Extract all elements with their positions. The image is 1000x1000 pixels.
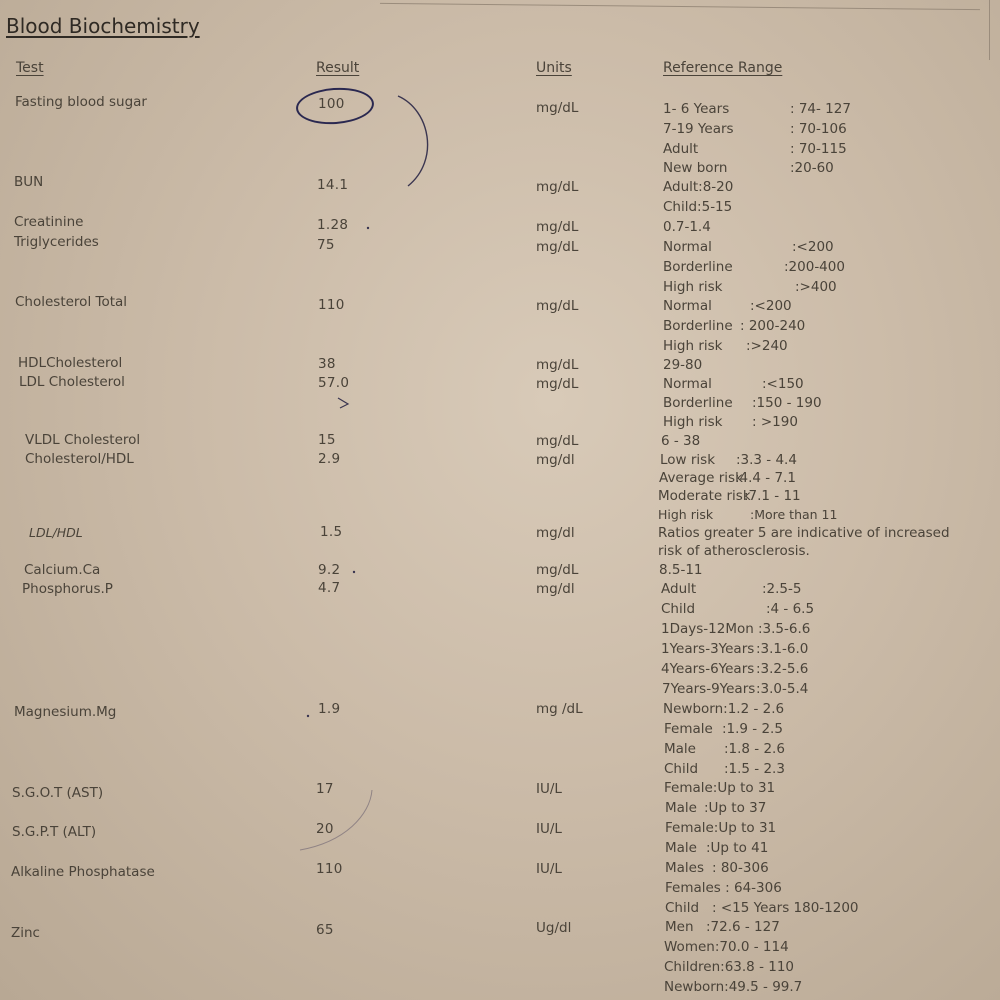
pen-dot — [353, 571, 355, 573]
test-result: 17 — [316, 781, 334, 797]
test-name: LDL Cholesterol — [19, 374, 125, 390]
test-name: Creatinine — [14, 214, 84, 230]
reference-label: Average risk — [659, 470, 743, 486]
reference-label: risk of atherosclerosis. — [658, 543, 810, 559]
reference-value: :Up to 41 — [706, 840, 769, 856]
test-name: Calcium.Ca — [24, 562, 101, 578]
reference-value: : 70-115 — [790, 141, 847, 157]
test-name: S.G.P.T (ALT) — [12, 824, 97, 840]
test-result: 9.2 — [318, 562, 341, 578]
test-units: mg/dl — [536, 581, 575, 597]
reference-label: Borderline — [663, 259, 733, 275]
reference-value: :3.2-5.6 — [756, 661, 809, 677]
test-result: 1.28 — [317, 217, 349, 233]
reference-label: High risk — [663, 414, 723, 430]
reference-label: 1Years-3Years — [661, 641, 755, 657]
reference-value: :<200 — [750, 298, 792, 314]
reference-label: 7Years-9Years — [662, 681, 756, 697]
pen-stroke-faint-arc — [300, 790, 372, 850]
reference-value: :3.5-6.6 — [758, 621, 811, 637]
reference-label: Child — [665, 900, 700, 916]
reference-label: High risk — [663, 279, 723, 295]
reference-label: Child:5-15 — [663, 199, 733, 215]
test-units: mg/dL — [536, 239, 579, 255]
test-name: Alkaline Phosphatase — [11, 864, 155, 880]
reference-label: Child — [661, 601, 696, 617]
reference-value: :Up to 37 — [704, 800, 767, 816]
reference-value: :3.3 - 4.4 — [736, 452, 797, 468]
reference-label: 4Years-6Years — [661, 661, 755, 677]
reference-label: Normal — [663, 239, 712, 255]
test-units: mg/dL — [536, 298, 579, 314]
reference-label: Adult — [661, 581, 697, 597]
pen-dot — [307, 715, 309, 717]
test-units: mg/dL — [536, 219, 579, 235]
reference-label: High risk — [663, 338, 723, 354]
reference-label: Newborn:1.2 - 2.6 — [663, 701, 785, 717]
reference-label: 7-19 Years — [663, 121, 734, 137]
reference-label: Female — [664, 721, 713, 737]
reference-value: : 80-306 — [712, 860, 769, 876]
pen-dot — [367, 227, 369, 229]
reference-label: 1Days-12Mon — [661, 621, 754, 637]
column-header-test: Test — [16, 60, 44, 76]
test-name: Cholesterol/HDL — [25, 451, 134, 467]
reference-label: Males — [665, 860, 705, 876]
test-result: 4.7 — [318, 580, 341, 596]
reference-label: Male — [665, 800, 697, 816]
test-name: Triglycerides — [14, 234, 99, 250]
reference-label: High risk — [658, 507, 714, 522]
test-units: mg /dL — [536, 701, 583, 717]
reference-value: :More than 11 — [750, 507, 838, 522]
test-result: 14.1 — [317, 177, 349, 193]
test-result: 75 — [317, 237, 335, 253]
reference-label: Children:63.8 - 110 — [664, 959, 794, 975]
test-units: mg/dl — [536, 525, 575, 541]
reference-label: Men — [665, 919, 694, 935]
reference-value: :1.9 - 2.5 — [722, 721, 783, 737]
test-result: 20 — [316, 821, 334, 837]
reference-value: :1.5 - 2.3 — [724, 761, 785, 777]
reference-label: Female:Up to 31 — [665, 820, 777, 836]
reference-value: : >190 — [752, 414, 798, 430]
reference-value: :>240 — [746, 338, 788, 354]
test-result: 100 — [318, 96, 345, 112]
test-name: VLDL Cholesterol — [25, 432, 141, 448]
reference-label: 29-80 — [663, 357, 703, 373]
test-units: Ug/dl — [536, 920, 572, 936]
reference-label: Child — [664, 761, 699, 777]
column-header-result: Result — [316, 60, 360, 76]
reference-label: 8.5-11 — [659, 562, 703, 578]
reference-value: :3.0-5.4 — [756, 681, 809, 697]
reference-value: :200-400 — [784, 259, 845, 275]
reference-label: Ratios greater 5 are indicative of increased — [658, 525, 950, 541]
reference-label: Women:70.0 - 114 — [664, 939, 789, 955]
reference-value: :4 - 6.5 — [766, 601, 815, 617]
reference-value: :<200 — [792, 239, 834, 255]
reference-value: :3.1-6.0 — [756, 641, 809, 657]
reference-label: Females : 64-306 — [665, 880, 782, 896]
test-units: mg/dL — [536, 357, 579, 373]
reference-value: :4.4 - 7.1 — [735, 470, 796, 486]
reference-label: Low risk — [660, 452, 716, 468]
test-result: 38 — [318, 356, 336, 372]
column-header-units: Units — [536, 60, 572, 76]
pen-stroke-tick — [338, 398, 348, 408]
test-name: Zinc — [11, 925, 40, 941]
reference-label: 6 - 38 — [661, 433, 701, 449]
reference-label: New born — [663, 160, 728, 176]
test-result: 1.9 — [318, 701, 341, 717]
pen-circle-mark — [295, 85, 375, 126]
test-result: 15 — [318, 432, 336, 448]
reference-value: :<150 — [762, 376, 804, 392]
test-result: 2.9 — [318, 451, 341, 467]
reference-label: Borderline — [663, 395, 733, 411]
reference-label: Female:Up to 31 — [664, 780, 776, 796]
report-title: Blood Biochemistry — [6, 14, 200, 38]
paper-edge — [380, 0, 980, 10]
test-name: HDLCholesterol — [18, 355, 123, 371]
test-units: mg/dL — [536, 376, 579, 392]
test-result: 1.5 — [320, 524, 343, 540]
reference-label: Newborn:49.5 - 99.7 — [664, 979, 803, 995]
test-name: S.G.O.T (AST) — [12, 785, 104, 801]
reference-label: Adult — [663, 141, 699, 157]
test-name: Phosphorus.P — [22, 581, 113, 597]
reference-label: Moderate risk — [658, 488, 751, 504]
reference-value: :1.8 - 2.6 — [724, 741, 785, 757]
reference-value: :20-60 — [790, 160, 834, 176]
reference-label: Normal — [663, 376, 712, 392]
test-name: BUN — [14, 174, 44, 190]
test-units: mg/dL — [536, 100, 579, 116]
reference-label: Adult:8-20 — [663, 179, 734, 195]
test-name: Magnesium.Mg — [14, 704, 117, 720]
test-name: Fasting blood sugar — [15, 94, 147, 110]
reference-value: :72.6 - 127 — [706, 919, 780, 935]
paper-edge — [989, 0, 990, 60]
reference-label: 0.7-1.4 — [663, 219, 711, 235]
test-units: IU/L — [536, 861, 562, 877]
column-header-reference: Reference Range — [663, 60, 783, 76]
reference-value: : 200-240 — [740, 318, 806, 334]
test-name: LDL/HDL — [29, 525, 83, 540]
test-result: 110 — [316, 861, 343, 877]
reference-value: :150 - 190 — [752, 395, 822, 411]
reference-value: :>400 — [795, 279, 837, 295]
test-units: mg/dL — [536, 433, 579, 449]
test-result: 110 — [318, 297, 345, 313]
reference-value: :7.1 - 11 — [744, 488, 801, 504]
reference-value: : 70-106 — [790, 121, 847, 137]
test-result: 57.0 — [318, 375, 350, 391]
test-units: IU/L — [536, 781, 562, 797]
reference-value: : 74- 127 — [790, 101, 851, 117]
test-result: 65 — [316, 922, 334, 938]
test-units: mg/dl — [536, 452, 575, 468]
test-units: IU/L — [536, 821, 562, 837]
reference-label: Normal — [663, 298, 712, 314]
test-units: mg/dL — [536, 562, 579, 578]
reference-value: :2.5-5 — [762, 581, 802, 597]
reference-label: Male — [664, 741, 696, 757]
pen-stroke-arc — [398, 96, 428, 186]
reference-label: Male — [665, 840, 697, 856]
reference-value: : <15 Years 180-1200 — [712, 900, 859, 916]
reference-label: Borderline — [663, 318, 733, 334]
reference-label: 1- 6 Years — [663, 101, 730, 117]
test-name: Cholesterol Total — [15, 294, 128, 310]
test-units: mg/dL — [536, 179, 579, 195]
